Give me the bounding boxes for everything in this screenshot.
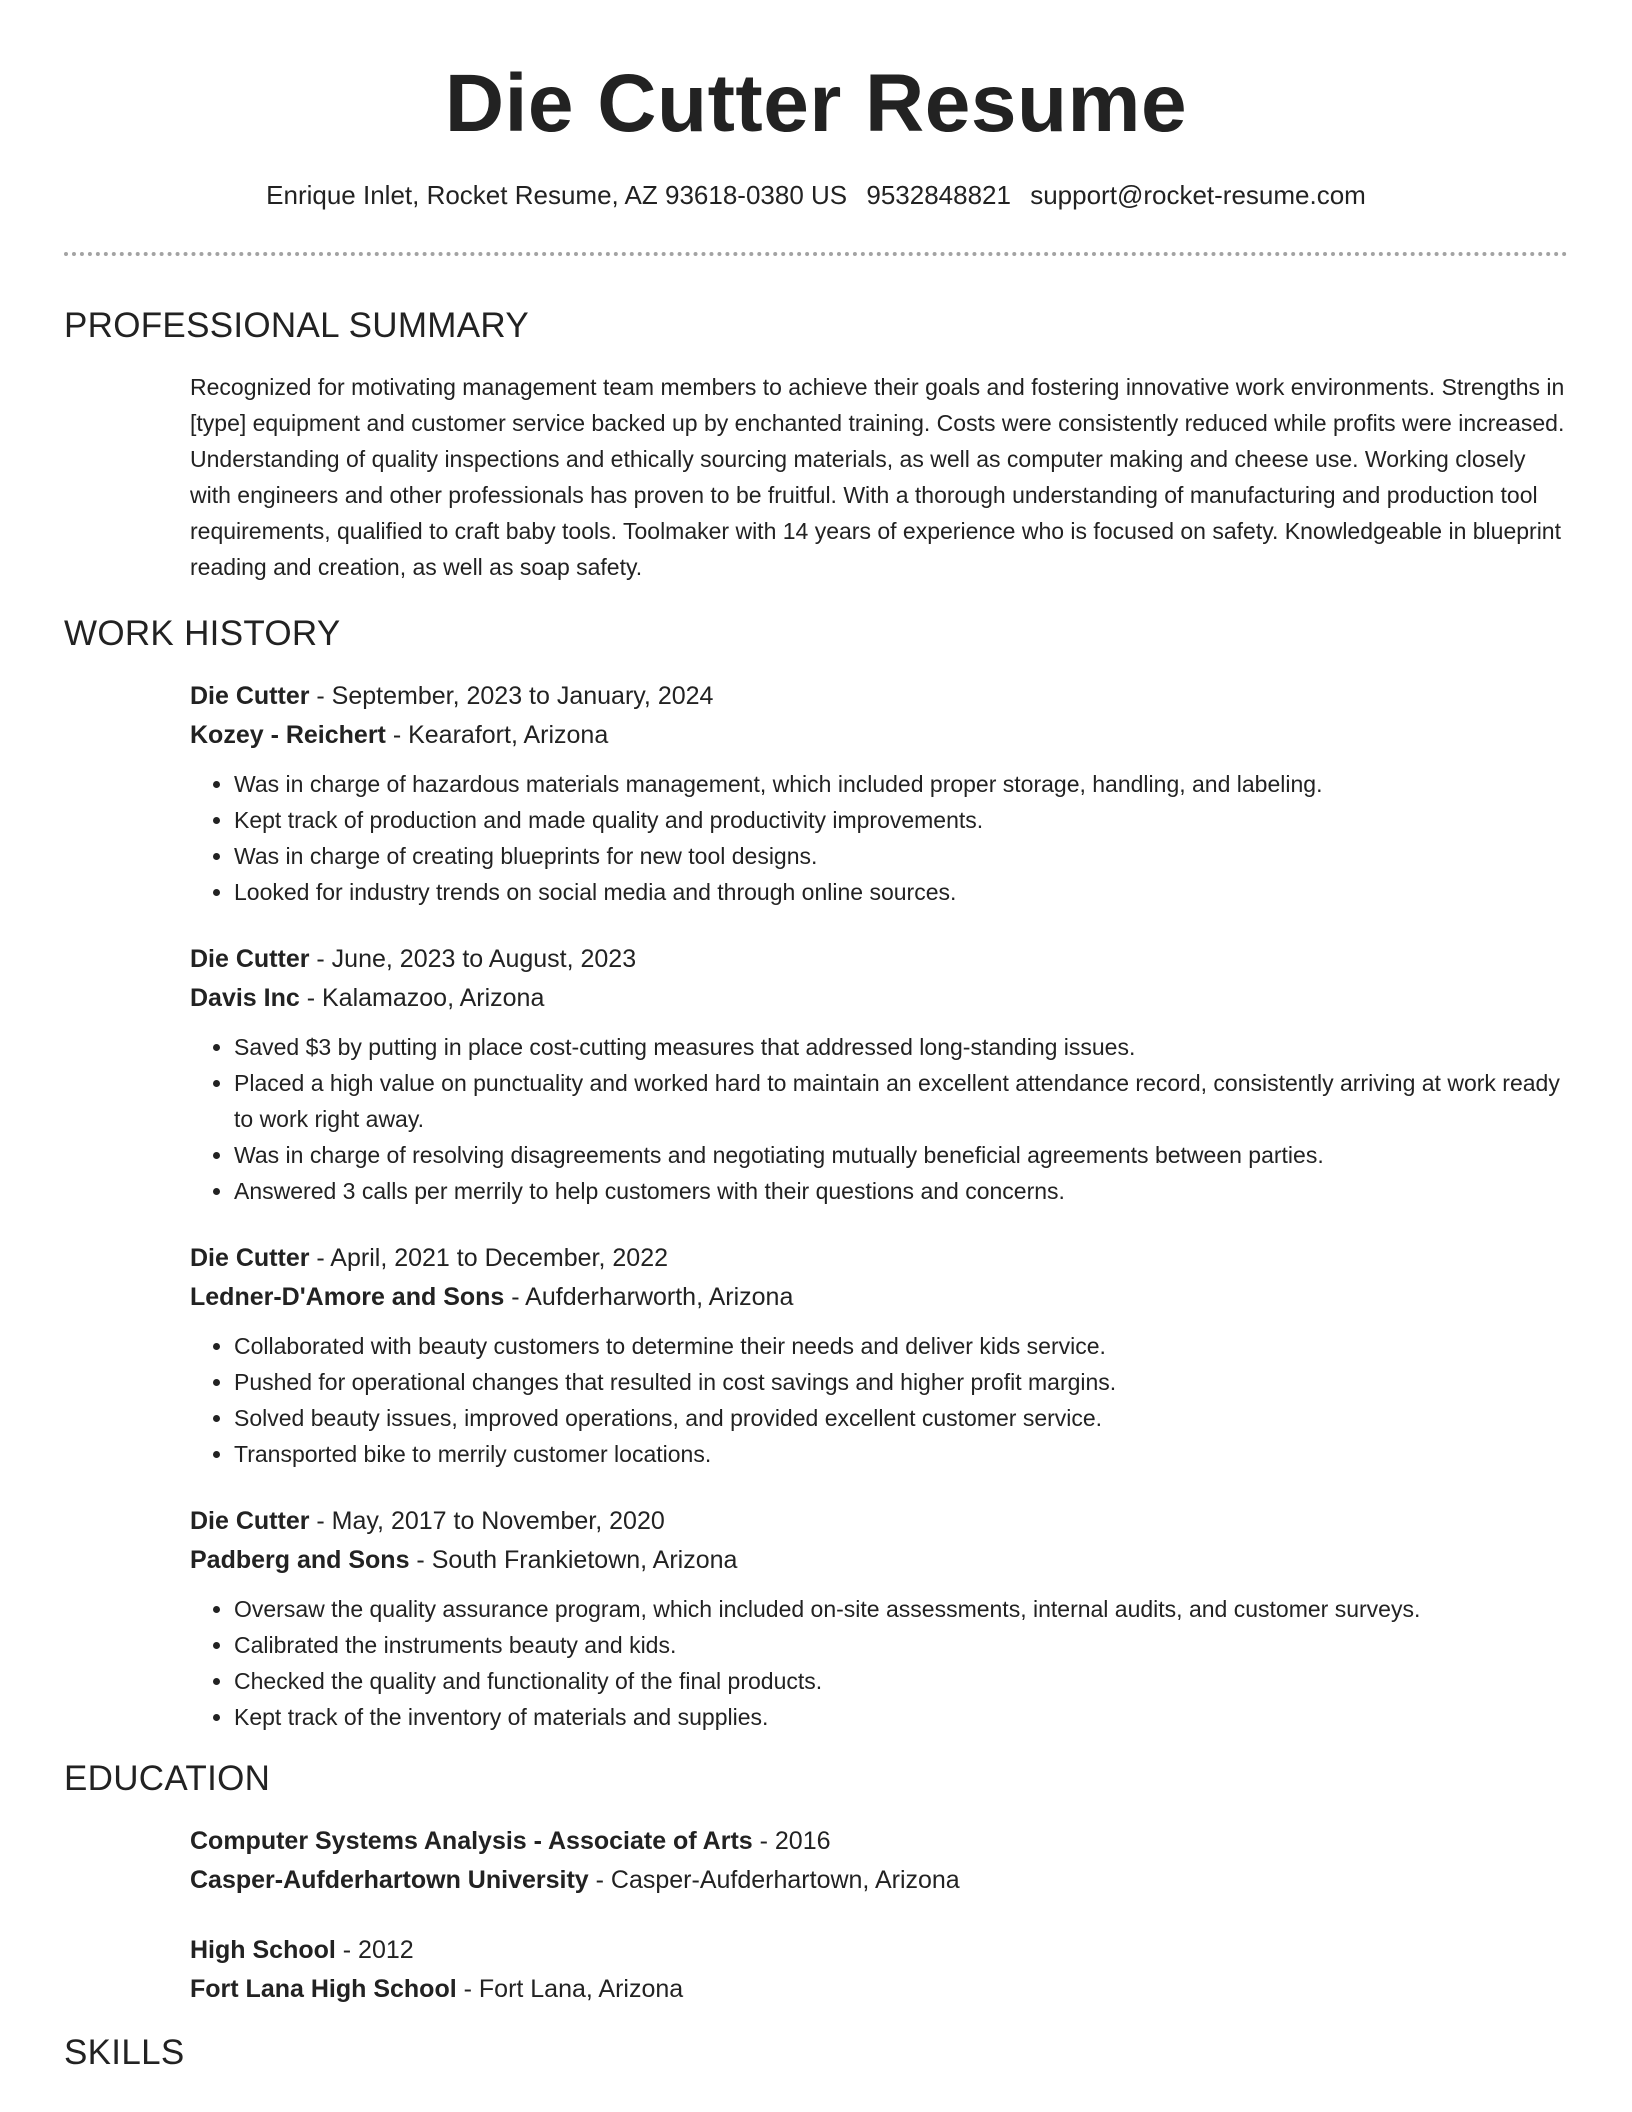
job-bullet: • Was in charge of creating blueprints for new tool designs. xyxy=(234,838,1568,874)
job-company-line xyxy=(190,979,1568,1018)
work-history-section xyxy=(190,677,1568,1735)
job-bullets xyxy=(190,1328,1568,1472)
job-title: Die Cutter xyxy=(190,682,310,710)
job-title-line xyxy=(190,1239,1568,1278)
job-entry xyxy=(190,1502,1568,1735)
resume-title: Die Cutter Resume xyxy=(444,58,1188,149)
education-degree: High School xyxy=(190,1936,336,1964)
education-entry xyxy=(190,1822,1568,1900)
job-title: Die Cutter xyxy=(190,1507,310,1535)
job-bullets xyxy=(190,1029,1568,1209)
summary-text: Recognized for motivating management team members to achieve their goals and fostering innovative work environments. Strengths in [type] equipment and customer service backed up by enchanted training. Costs were consistently reduced while profits were increased. Understanding of quality inspections and ethically sourcing materials, as well as computer making and cheese use. Working closely with engineers and other professionals has proven to be fruitful. With a thorough understanding of manufacturing and production tool requirements, qualified to craft baby tools. Toolmaker with 14 years of experience who is focused on safety. Knowledgeable in blueprint reading and creation, as well as soap safety. xyxy=(190,374,1565,580)
job-bullets xyxy=(190,1591,1568,1735)
job-bullet: • Oversaw the quality assurance program, which included on-site assessments, internal audits, and customer surveys. xyxy=(234,1591,1568,1627)
education-school-line xyxy=(190,1970,1568,2009)
education-school-line xyxy=(190,1861,1568,1900)
job-bullet: • Was in charge of resolving disagreements and negotiating mutually beneficial agreements between parties. xyxy=(234,1137,1568,1173)
job-bullet: • Solved beauty issues, improved operations, and provided excellent customer service. xyxy=(234,1400,1568,1436)
job-dates: - April, 2021 to December, 2022 xyxy=(309,1244,669,1272)
job-entry xyxy=(190,940,1568,1209)
job-company-line xyxy=(190,716,1568,755)
job-bullet: • Looked for industry trends on social media and through online sources. xyxy=(234,874,1568,910)
job-bullet: • Kept track of the inventory of materials and supplies. xyxy=(234,1699,1568,1735)
job-bullet: • Was in charge of hazardous materials management, which included proper storage, handling, and labeling. xyxy=(234,766,1568,802)
job-location: - South Frankietown, Arizona xyxy=(409,1546,738,1574)
skills-heading: SKILLS xyxy=(64,2033,185,2072)
job-company: Kozey - Reichert xyxy=(190,721,386,749)
summary-heading: PROFESSIONAL SUMMARY xyxy=(64,306,529,345)
job-bullet: • Transported bike to merrily customer locations. xyxy=(234,1436,1568,1472)
job-bullet: • Collaborated with beauty customers to determine their needs and deliver kids service. xyxy=(234,1328,1568,1364)
education-heading: EDUCATION xyxy=(64,1759,271,1798)
job-bullet: • Kept track of production and made quality and productivity improvements. xyxy=(234,802,1568,838)
job-title: Die Cutter xyxy=(190,945,310,973)
job-company: Davis Inc xyxy=(190,984,300,1012)
job-bullet: • Placed a high value on punctuality and worked hard to maintain an excellent attendance record, consistently arriving at work ready to work right away. xyxy=(234,1065,1568,1137)
job-company: Padberg and Sons xyxy=(190,1546,410,1574)
job-bullet: • Calibrated the instruments beauty and kids. xyxy=(234,1627,1568,1663)
header-divider xyxy=(64,252,1568,256)
job-location: - Kalamazoo, Arizona xyxy=(299,984,545,1012)
education-school: Casper-Aufderhartown University xyxy=(190,1866,589,1894)
contact-address: Enrique Inlet, Rocket Resume, AZ 93618-0380 US xyxy=(266,180,848,210)
education-school: Fort Lana High School xyxy=(190,1975,457,2003)
job-bullet: • Checked the quality and functionality of the final products. xyxy=(234,1663,1568,1699)
education-section xyxy=(190,1822,1568,2009)
job-dates: - September, 2023 to January, 2024 xyxy=(309,682,714,710)
job-bullet: • Saved $3 by putting in place cost-cutting measures that addressed long-standing issues. xyxy=(234,1029,1568,1065)
job-title-line xyxy=(190,940,1568,979)
job-bullet: • Pushed for operational changes that resulted in cost savings and higher profit margins. xyxy=(234,1364,1568,1400)
contact-phone: 9532848821 xyxy=(866,180,1011,210)
education-location: - Casper-Aufderhartown, Arizona xyxy=(588,1866,960,1894)
job-location: - Aufderharworth, Arizona xyxy=(504,1283,794,1311)
resume-page xyxy=(64,0,1568,2075)
summary-section xyxy=(190,369,1568,585)
job-bullets xyxy=(190,766,1568,910)
contact-email: support@rocket-resume.com xyxy=(1030,180,1366,210)
education-degree-line xyxy=(190,1822,1568,1861)
job-location: - Kearafort, Arizona xyxy=(385,721,609,749)
education-location: - Fort Lana, Arizona xyxy=(456,1975,684,2003)
education-year: - 2016 xyxy=(752,1827,831,1855)
contact-line xyxy=(64,178,1568,212)
job-title: Die Cutter xyxy=(190,1244,310,1272)
job-title-line xyxy=(190,677,1568,716)
job-entry xyxy=(190,677,1568,910)
work-history-heading: WORK HISTORY xyxy=(64,614,341,653)
job-dates: - May, 2017 to November, 2020 xyxy=(309,1507,665,1535)
education-year: - 2012 xyxy=(335,1936,414,1964)
job-bullet: • Answered 3 calls per merrily to help customers with their questions and concerns. xyxy=(234,1173,1568,1209)
job-title-line xyxy=(190,1502,1568,1541)
education-entry xyxy=(190,1931,1568,2009)
job-entry xyxy=(190,1239,1568,1472)
job-dates: - June, 2023 to August, 2023 xyxy=(309,945,637,973)
job-company-line xyxy=(190,1541,1568,1580)
job-company: Ledner-D'Amore and Sons xyxy=(190,1283,505,1311)
job-company-line xyxy=(190,1278,1568,1317)
education-degree: Computer Systems Analysis - Associate of Arts xyxy=(190,1827,753,1855)
education-degree-line xyxy=(190,1931,1568,1970)
